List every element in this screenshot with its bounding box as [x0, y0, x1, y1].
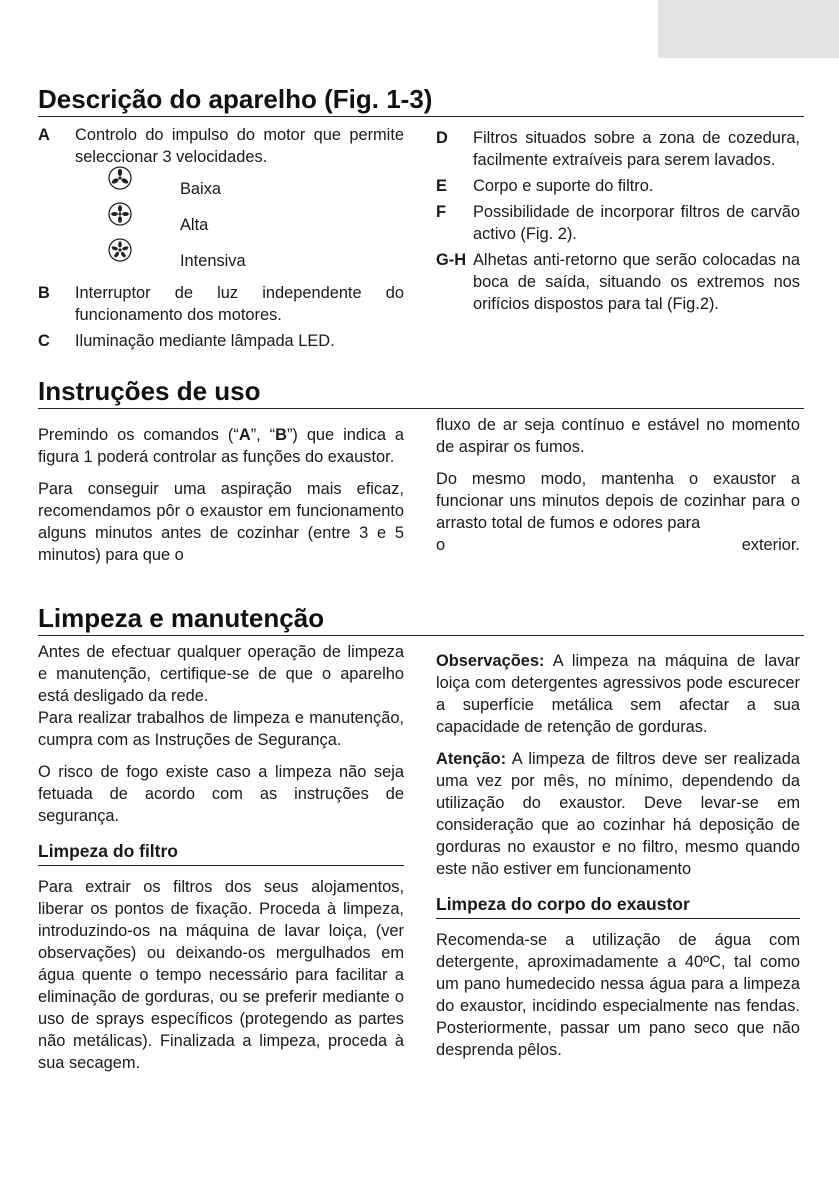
item-text: Controlo do impulso do motor que permite seleccionar 3 velocidades.: [75, 126, 404, 166]
fan-low-icon: [108, 166, 132, 190]
cleaning-left-column: [38, 641, 404, 1074]
item-text: Corpo e suporte do filtro.: [473, 177, 654, 195]
item-letter: F: [436, 203, 447, 221]
heading-cleaning: Limpeza e manutenção: [38, 603, 804, 636]
item-text: Filtros situados sobre a zona de cozedura, facilmente extraíveis para serem lavados.: [473, 129, 800, 169]
description-item-a: [38, 124, 404, 168]
description-item-gh: [436, 249, 800, 315]
speed-low: [38, 170, 404, 206]
description-item-f: [436, 201, 800, 245]
item-letter: B: [38, 284, 50, 302]
item-text: Iluminação mediante lâmpada LED.: [75, 332, 335, 350]
observations-paragraph: Observações: A limpeza na máquina de lavar loiça com detergentes agressivos pode escurecer a superfície metálica sem afectar a sua capacidade de retenção de gorduras.: [436, 652, 800, 736]
item-text: Interruptor de luz independente do funcionamento dos motores.: [75, 284, 404, 324]
attention-paragraph: Atenção: A limpeza de filtros deve ser realizada uma vez por mês, no mínimo, dependendo da utilização do exaustor. Deve levar-se em consideração que ao cozinhar há deposição de gorduras no exaustor e no filtro, mesmo quando este não estiver em funcionamento: [436, 750, 800, 878]
usage-left-column: [38, 424, 404, 566]
item-letter: E: [436, 177, 447, 195]
speed-high: [38, 206, 404, 242]
description-left-column: [38, 124, 404, 352]
speed-label: Intensiva: [180, 252, 246, 270]
speed-intensive: [38, 242, 404, 280]
fan-intensive-icon: [108, 238, 132, 262]
speed-list: [38, 170, 404, 280]
body-cleaning-subheading: Limpeza do corpo do exaustor: [436, 892, 800, 919]
description-item-b: [38, 282, 404, 326]
item-text: Alhetas anti-retorno que serão colocadas na boca de saída, situando os extremos nos orifícios dispostos para tal (Fig.2).: [473, 251, 800, 313]
usage-paragraph-4-end: o exterior.: [436, 536, 800, 554]
description-item-c: [38, 330, 404, 352]
filter-subheading: Limpeza do filtro: [38, 839, 404, 866]
fan-high-icon: [108, 202, 132, 226]
item-text: Possibilidade de incorporar filtros de carvão activo (Fig. 2).: [473, 203, 800, 243]
item-letter: G-H: [436, 251, 467, 269]
usage-paragraph-4: Do mesmo modo, mantenha o exaustor a funcionar uns minutos depois de cozinhar para o arrasto total de fumos e odores para: [436, 470, 800, 532]
cleaning-paragraph-1: Antes de efectuar qualquer operação de limpeza e manutenção, certifique-se de que o aparelho está desligado da rede.: [38, 643, 404, 705]
speed-label: Baixa: [180, 180, 222, 198]
page-corner-tab: [658, 0, 839, 58]
description-item-e: [436, 175, 800, 197]
usage-right-column: [436, 414, 800, 556]
heading-usage: Instruções de uso: [38, 376, 804, 409]
item-letter: C: [38, 332, 50, 350]
description-item-d: [436, 127, 800, 171]
heading-description: Descrição do aparelho (Fig. 1-3): [38, 84, 804, 117]
filter-paragraph: Para extrair os filtros dos seus alojamentos, liberar os pontos de fixação. Proceda à limpeza, introduzindo-os na máquina de lavar loiça, (ver observações) ou deixando-os mergulhados em água quente o tempo necessário para facilitar a eliminação de gorduras, ou se preferir mediante o uso de sprays específicos (protegendo as partes não metálicas). Finalizada a limpeza, proceda à sua secagem.: [38, 878, 404, 1072]
cleaning-right-column: [436, 650, 800, 1061]
item-letter: D: [436, 129, 448, 147]
usage-paragraph-3: fluxo de ar seja contínuo e estável no momento de aspirar os fumos.: [436, 416, 800, 456]
item-letter: A: [38, 126, 50, 144]
cleaning-paragraph-2: Para realizar trabalhos de limpeza e manutenção, cumpra com as Instruções de Segurança.: [38, 709, 404, 749]
body-cleaning-paragraph: Recomenda-se a utilização de água com detergente, aproximadamente a 40ºC, tal como um pano humedecido nessa água para a limpeza do exaustor, incidindo especialmente nas fendas. Posteriormente, passar um pano seco que não desprenda pêlos.: [436, 931, 800, 1059]
description-right-column: [436, 127, 800, 315]
usage-paragraph-2: Para conseguir uma aspiração mais eficaz, recomendamos pôr o exaustor em funcionamento alguns minutos antes de cozinhar (entre 3 e 5 minutos) para que o: [38, 480, 404, 564]
usage-paragraph-1: Premindo os comandos (“A”, “B”) que indica a figura 1 poderá controlar as funções do exaustor.: [38, 426, 404, 466]
speed-label: Alta: [180, 216, 209, 234]
cleaning-paragraph-3: O risco de fogo existe caso a limpeza não seja fetuada de acordo com as instruções de segurança.: [38, 763, 404, 825]
